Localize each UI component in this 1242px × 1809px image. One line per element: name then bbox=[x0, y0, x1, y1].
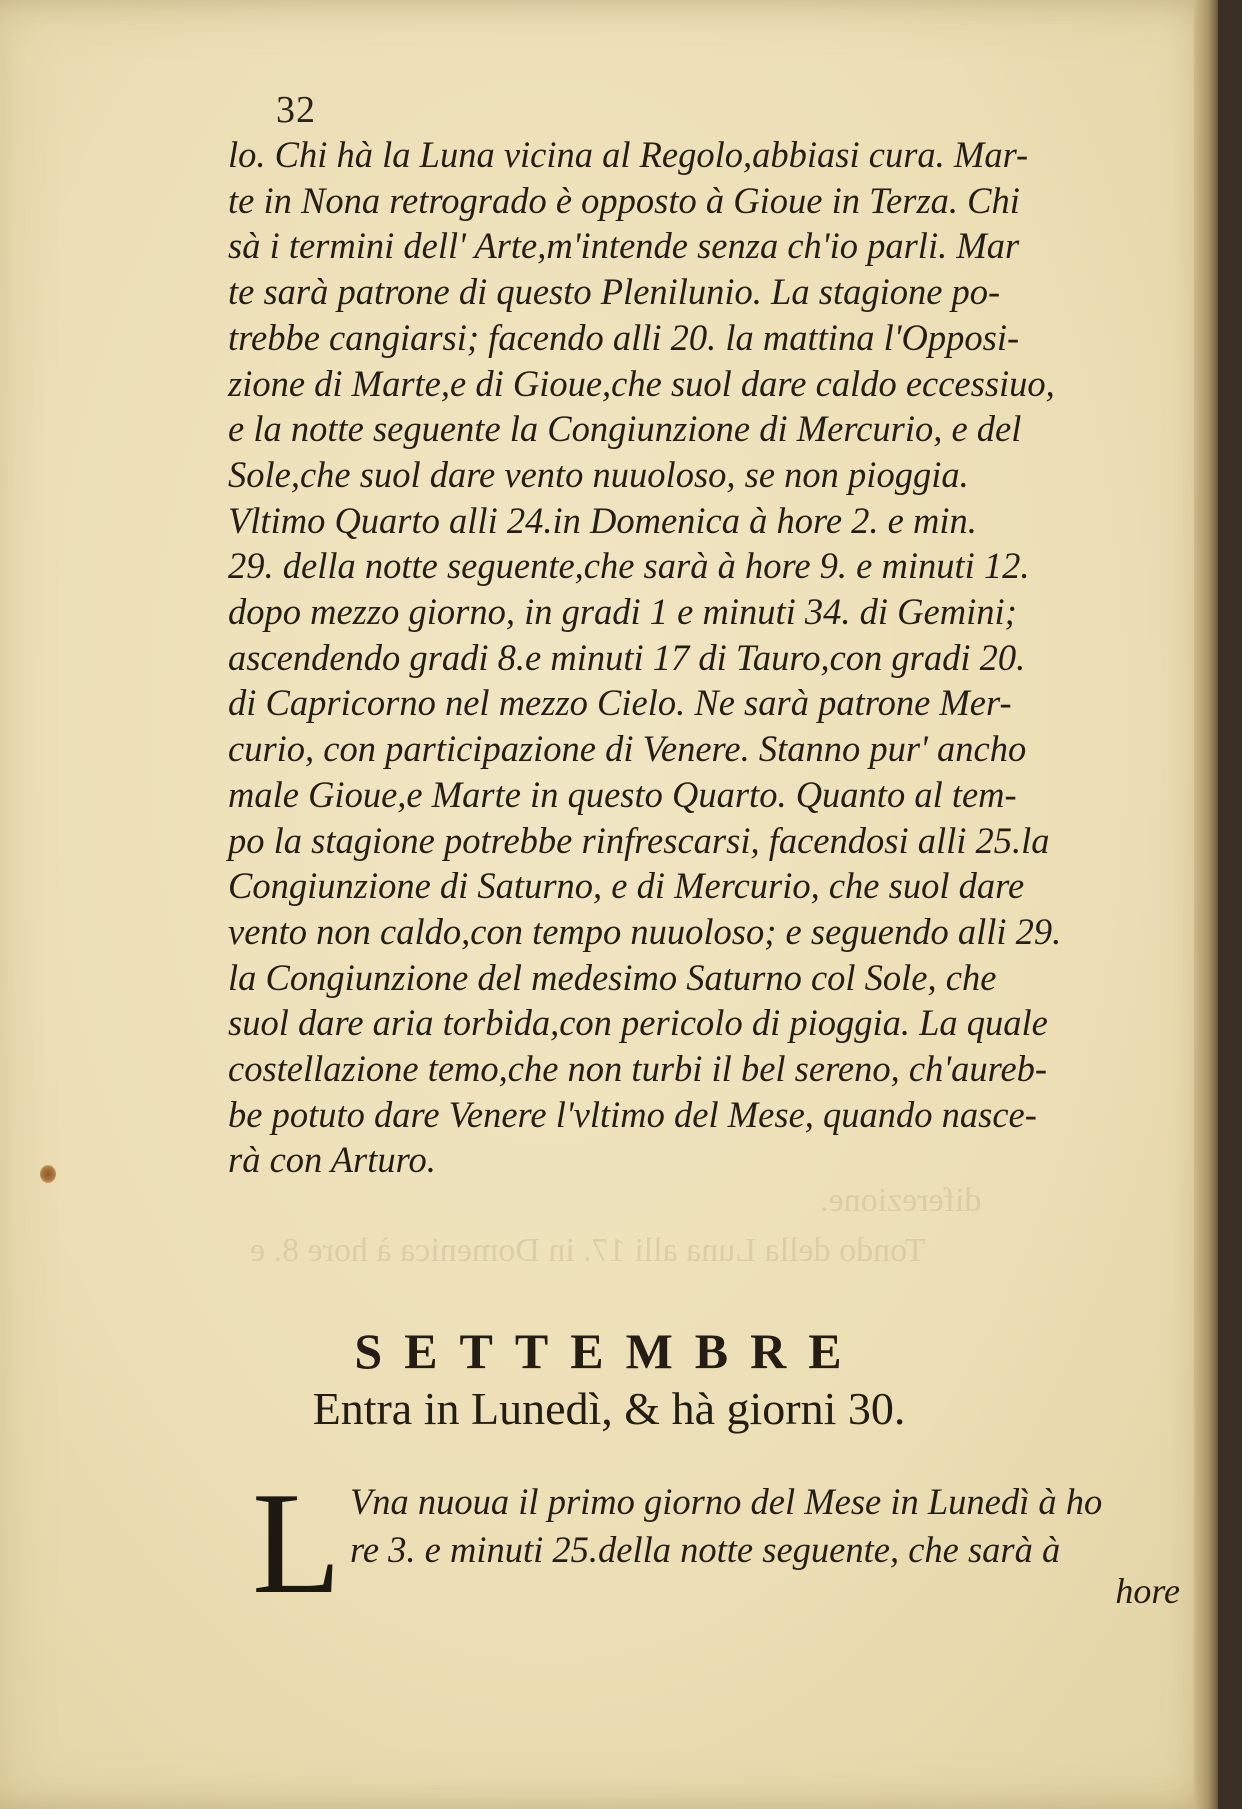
text-line: 29. della notte seguente,che sarà à hore 9. e minuti 12. bbox=[228, 545, 1030, 587]
text-line: male Gioue,e Marte in questo Quarto. Quanto al tem- bbox=[228, 773, 1017, 815]
text-line: sà i termini dell' Arte,m'intende senza ch'io parli. Mar bbox=[228, 225, 1020, 267]
text-line: zione di Marte,e di Gioue,che suol dare caldo eccessiuo, bbox=[228, 362, 1055, 404]
text-line: Vltimo Quarto alli 24.in Domenica à hore 2. e min. bbox=[228, 499, 977, 541]
bleed-through-text-2: diferezione. bbox=[820, 1182, 982, 1219]
catchword: hore bbox=[1115, 1571, 1180, 1611]
text-line: costellazione temo,che non turbi il bel sereno, ch'aureb- bbox=[228, 1048, 1048, 1090]
text-line: ascendendo gradi 8.e minuti 17 di Tauro,con gradi 20. bbox=[228, 636, 1026, 678]
text-line: trebbe cangiarsi; facendo alli 20. la mattina l'Opposi- bbox=[228, 316, 1020, 358]
text-line: Congiunzione di Saturno, e di Mercurio, che suol dare bbox=[228, 865, 1025, 907]
text-line: re 3. e minuti 25.della notte seguente, che sarà à bbox=[350, 1529, 1061, 1570]
bleed-through-text: Tondo della Luna alli 17. in Domenica à hore 8. e bbox=[250, 1232, 926, 1269]
drop-cap: L bbox=[252, 1462, 342, 1624]
text-line: dopo mezzo giorno, in gradi 1 e minuti 34. di Gemini; bbox=[228, 591, 1017, 633]
text-line: curio, con participazione di Venere. Stanno pur' ancho bbox=[228, 728, 1027, 770]
text-line: Sole,che suol dare vento nuuoloso, se non pioggia. bbox=[228, 453, 969, 495]
text-line: po la stagione potrebbe rinfrescarsi, facendosi alli 25.la bbox=[228, 819, 1050, 861]
page-number: 32 bbox=[276, 89, 316, 131]
text-line: te in Nona retrogrado è opposto à Gioue in Terza. Chi bbox=[228, 179, 1020, 221]
text-line: di Capricorno nel mezzo Cielo. Ne sarà patrone Mer- bbox=[228, 682, 1012, 724]
drop-cap-paragraph bbox=[350, 1478, 1220, 1574]
text-line: te sarà patrone di questo Plenilunio. La stagione po- bbox=[228, 271, 1001, 313]
foxing-stain bbox=[40, 1165, 56, 1183]
text-line: la Congiunzione del medesimo Saturno col Sole, che bbox=[228, 956, 997, 998]
text-line: be potuto dare Venere l'vltimo del Mese, quando nasce- bbox=[228, 1093, 1037, 1135]
text-line: e la notte seguente la Congiunzione di Mercurio, e del bbox=[228, 408, 1022, 450]
text-line: lo. Chi hà la Luna vicina al Regolo,abbiasi cura. Mar- bbox=[228, 134, 1029, 175]
text-line: suol dare aria torbida,con pericolo di pioggia. La quale bbox=[228, 1002, 1048, 1044]
body-text bbox=[228, 132, 1213, 1183]
text-line: Vna nuoua il primo giorno del Mese in Lunedì à ho bbox=[350, 1481, 1103, 1522]
text-line: vento non caldo,con tempo nuuoloso; e seguendo alli 29. bbox=[228, 910, 1062, 952]
text-line: rà con Arturo. bbox=[228, 1139, 436, 1181]
month-entry-line: Entra in Lunedì, & hà giorni 30. bbox=[312, 1383, 906, 1434]
month-heading: SETTEMBRE bbox=[354, 1323, 864, 1379]
